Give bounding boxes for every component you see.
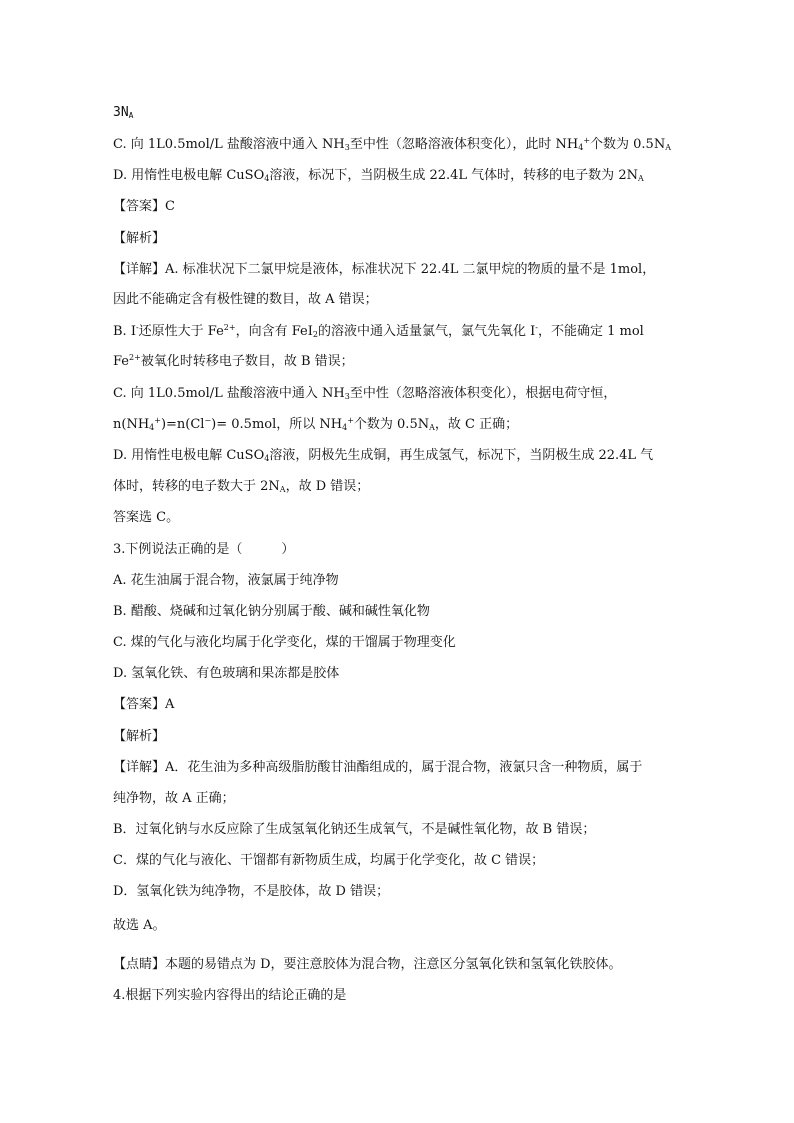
text-line bbox=[113, 508, 688, 528]
subscript: 3 bbox=[344, 143, 350, 152]
superscript: + bbox=[583, 136, 591, 145]
text-line bbox=[113, 477, 688, 497]
answer-label bbox=[113, 695, 688, 715]
text-line bbox=[113, 446, 688, 466]
text-run: 4.根据下列实验内容得出的结论正确的是 bbox=[113, 988, 347, 1003]
text-line bbox=[113, 135, 688, 155]
text-line bbox=[113, 916, 688, 936]
text-run: 【解析】 bbox=[113, 231, 166, 246]
text-run: D. 用惰性电极电解 CuSO bbox=[113, 168, 265, 183]
text-run: ，故 D 错误； bbox=[285, 479, 370, 494]
text-run: C．煤的气化与液化、干馏都有新物质生成，均属于化学变化，故 C 错误； bbox=[113, 853, 545, 868]
subscript: 2 bbox=[312, 330, 318, 339]
text-line bbox=[113, 415, 688, 435]
subscript: A bbox=[637, 174, 644, 183]
subscript: A bbox=[429, 423, 435, 432]
text-run: n(NH bbox=[113, 417, 150, 432]
option-c bbox=[113, 633, 688, 653]
answer-label bbox=[113, 197, 688, 217]
analysis-label bbox=[113, 229, 688, 249]
text-run: 因此不能确定含有极性键的数目，故 A 错误； bbox=[113, 292, 378, 307]
text-run: 溶液，标况下，当阴极生成 22.4L 气体时，转移的电子数为 2N bbox=[269, 168, 638, 183]
text-line bbox=[113, 758, 688, 778]
text-run: 至中性（忽略溶液体积变化），根据电荷守恒， bbox=[349, 386, 617, 401]
text-run: 【答案】A bbox=[113, 697, 175, 712]
text-line bbox=[113, 851, 688, 871]
text-run: C. 向 1L0.5mol/L 盐酸溶液中通入 NH bbox=[113, 386, 345, 401]
text-run: B. I bbox=[113, 324, 136, 339]
text-run: 3.下例说法正确的是（ ） bbox=[113, 542, 295, 557]
option-d bbox=[113, 664, 688, 684]
text-run: 体时，转移的电子数大于 2N bbox=[113, 479, 280, 494]
text-run: ，不能确定 1 mol bbox=[537, 324, 644, 339]
text-line bbox=[113, 103, 688, 123]
text-run: 答案选 C。 bbox=[113, 510, 180, 525]
superscript: + bbox=[347, 416, 354, 425]
text-line bbox=[113, 260, 688, 280]
text-run: 3N bbox=[113, 105, 129, 120]
text-run: A. 花生油属于混合物，液氯属于纯净物 bbox=[113, 573, 339, 588]
text-run: D. 氢氧化铁、有色玻璃和果冻都是胶体 bbox=[113, 666, 340, 681]
tip-line bbox=[113, 955, 688, 975]
text-run: 【详解】A. 标准状况下二氯甲烷是液体，标准状况下 22.4L 二氯甲烷的物质的量不是 1mol， bbox=[113, 262, 656, 277]
subscript: 3 bbox=[344, 392, 350, 401]
text-run: D．氢氧化铁为纯净物，不是胶体，故 D 错误； bbox=[113, 884, 390, 899]
text-run: 被氧化时转移电子数目，故 B 错误； bbox=[140, 354, 354, 369]
superscript: − bbox=[204, 416, 212, 425]
text-run: 个数为 0.5N bbox=[353, 417, 430, 432]
text-run: 的溶液中通入适量氯气，氯气先氧化 I bbox=[317, 324, 536, 339]
text-run: )= 0.5mol，所以 NH bbox=[211, 417, 343, 432]
subscript: A bbox=[665, 143, 671, 152]
text-line bbox=[113, 352, 688, 372]
question-title bbox=[113, 540, 688, 560]
superscript: + bbox=[154, 416, 161, 425]
superscript: 2+ bbox=[129, 353, 141, 362]
text-run: ，向含有 FeI bbox=[235, 324, 313, 339]
superscript: - bbox=[535, 323, 538, 332]
text-line bbox=[113, 166, 688, 186]
text-run: 个数为 0.5N bbox=[590, 137, 666, 152]
analysis-label bbox=[113, 727, 688, 747]
text-run: 【点睛】本题的易错点为 D，要注意胶体为混合物，注意区分氢氧化铁和氢氧化铁胶体。 bbox=[113, 957, 622, 972]
text-run: C. 煤的气化与液化均属于化学变化，煤的干馏属于物理变化 bbox=[113, 635, 456, 650]
superscript: - bbox=[135, 323, 139, 332]
text-run: 至中性（忽略溶液体积变化），此时 NH bbox=[349, 137, 579, 152]
text-run: B．过氧化钠与水反应除了生成氢氧化钠还生成氧气，不是碱性氧化物，故 B 错误； bbox=[113, 822, 596, 837]
subscript: 4 bbox=[342, 423, 348, 432]
text-run: 【答案】C bbox=[113, 199, 175, 214]
text-line bbox=[113, 322, 688, 342]
subscript: 4 bbox=[264, 174, 270, 183]
subscript: 4 bbox=[578, 143, 584, 152]
subscript: 4 bbox=[264, 454, 270, 463]
subscript: A bbox=[128, 111, 134, 120]
subscript: 4 bbox=[149, 423, 155, 432]
text-run: B. 醋酸、烧碱和过氧化钠分别属于酸、碱和碱性氧化物 bbox=[113, 604, 430, 619]
option-b bbox=[113, 602, 688, 622]
text-run: Fe bbox=[113, 354, 130, 369]
text-run: 纯净物，故 A 正确； bbox=[113, 791, 235, 806]
text-run: 溶液，阴极先生成铜，再生成氢气，标况下，当阴极生成 22.4L 气 bbox=[269, 448, 654, 463]
superscript: 2+ bbox=[223, 323, 236, 332]
text-run: 还原性大于 Fe bbox=[138, 324, 224, 339]
subscript: A bbox=[279, 485, 286, 494]
text-run: D. 用惰性电极电解 CuSO bbox=[113, 448, 265, 463]
text-line bbox=[113, 290, 688, 310]
text-run: C. 向 1L0.5mol/L 盐酸溶液中通入 NH bbox=[113, 137, 345, 152]
text-line bbox=[113, 882, 688, 902]
text-run: )=n(Cl bbox=[160, 417, 205, 432]
text-line bbox=[113, 820, 688, 840]
option-a bbox=[113, 571, 688, 591]
text-run: 故选 A。 bbox=[113, 918, 166, 933]
text-run: 【解析】 bbox=[113, 729, 166, 744]
text-line bbox=[113, 789, 688, 809]
question-title bbox=[113, 986, 688, 1006]
text-run: 【详解】A．花生油为多种高级脂肪酸甘油酯组成的，属于混合物，液氯只含一种物质，属于 bbox=[113, 760, 643, 775]
text-run: ，故 C 正确； bbox=[434, 417, 519, 432]
text-line bbox=[113, 384, 688, 404]
